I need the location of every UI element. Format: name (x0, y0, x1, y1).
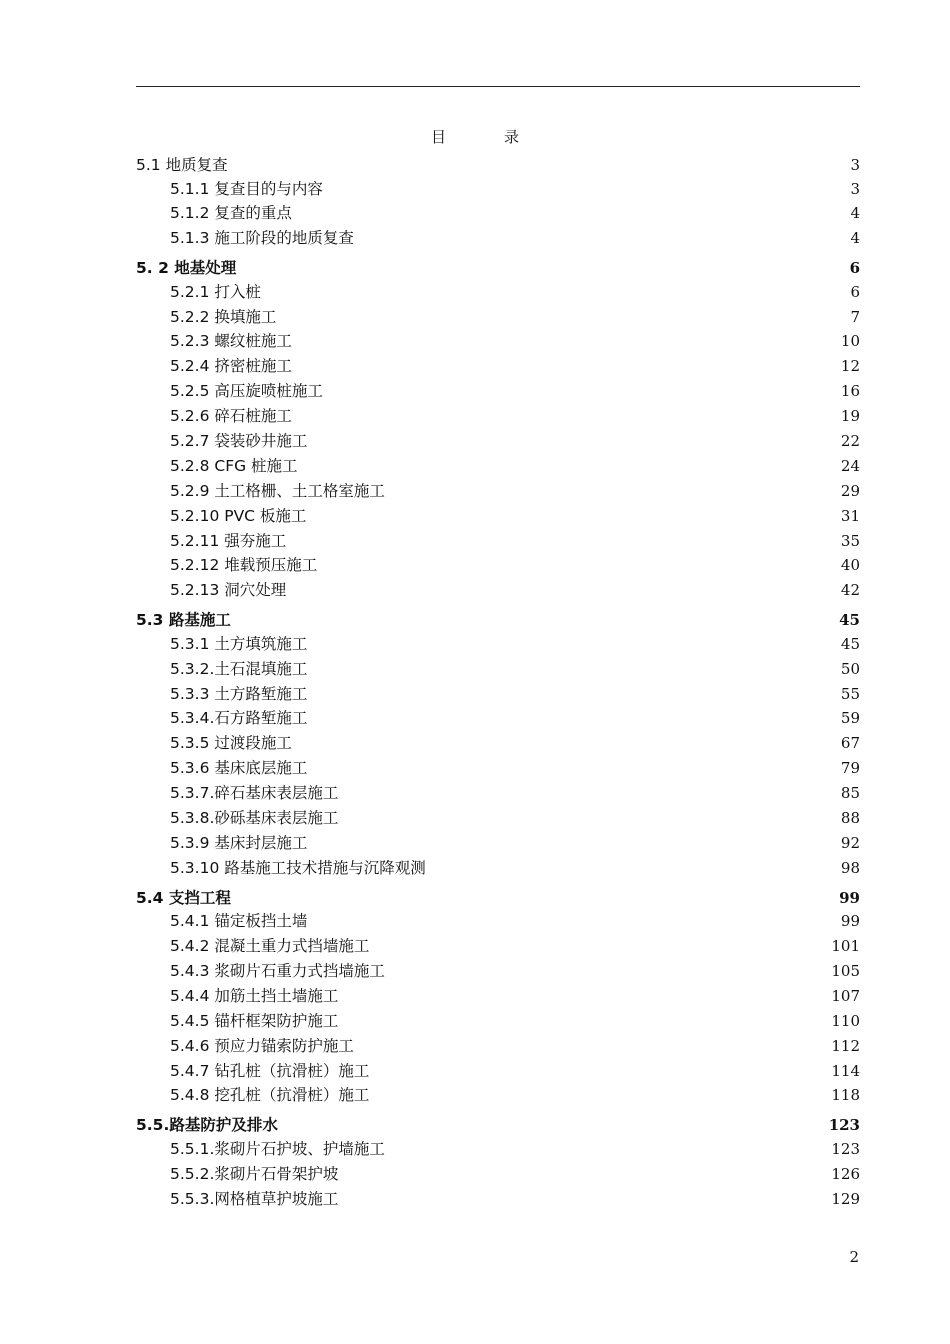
toc-item-label: 5.2.5 高压旋喷桩施工 (170, 382, 323, 401)
toc-item-entry[interactable] (136, 984, 860, 1009)
toc-item-page: 35 (840, 531, 860, 550)
toc-section-entry[interactable] (136, 887, 860, 910)
toc-item-page: 118 (831, 1086, 860, 1105)
toc-item-entry[interactable] (136, 201, 860, 226)
toc-item-entry[interactable] (136, 354, 860, 379)
toc-item-label: 5.2.1 打入桩 (170, 282, 261, 301)
toc-section-label: 5.3 路基施工 (136, 611, 231, 630)
toc-item-label: 5.4.8 挖孔桩（抗滑桩）施工 (170, 1086, 370, 1105)
toc-item-label: 5.3.6 基床底层施工 (170, 759, 308, 778)
toc-section-entry[interactable] (136, 154, 860, 177)
toc-item-page: 10 (840, 332, 860, 351)
toc-item-page: 31 (840, 506, 860, 525)
toc-item-page: 16 (840, 382, 860, 401)
toc-item-page: 22 (840, 432, 860, 451)
toc-item-page: 59 (840, 709, 860, 728)
toc-item-label: 5.4.3 浆砌片石重力式挡墙施工 (170, 961, 385, 980)
toc-item-entry[interactable] (136, 329, 860, 354)
toc-item-entry[interactable] (136, 553, 860, 578)
toc-item-page: 79 (840, 759, 860, 778)
toc-item-label: 5.3.8.砂砾基床表层施工 (170, 808, 339, 827)
toc-item-page: 6 (850, 282, 860, 301)
toc-item-label: 5.4.1 锚定板挡土墙 (170, 912, 308, 931)
toc-item-label: 5.3.10 路基施工技术措施与沉降观测 (170, 858, 426, 877)
toc-item-page: 123 (831, 1139, 860, 1158)
toc-item-page: 3 (850, 179, 860, 198)
toc-item-entry[interactable] (136, 429, 860, 454)
toc-title-char-2: 录 (504, 128, 520, 146)
toc-section-page: 6 (849, 259, 860, 278)
toc-item-entry[interactable] (136, 1137, 860, 1162)
toc-item-label: 5.1.2 复查的重点 (170, 204, 292, 223)
toc-section-label: 5.4 支挡工程 (136, 888, 231, 907)
toc-title (0, 126, 950, 147)
toc-item-page: 88 (840, 808, 860, 827)
toc-item-label: 5.3.7.碎石基床表层施工 (170, 784, 339, 803)
toc-item-entry[interactable] (136, 706, 860, 731)
toc-item-entry[interactable] (136, 781, 860, 806)
toc-item-page: 107 (831, 986, 860, 1005)
toc-item-entry[interactable] (136, 280, 860, 305)
toc-item-label: 5.3.1 土方填筑施工 (170, 634, 308, 653)
toc-item-page: 112 (831, 1036, 860, 1055)
header-rule (136, 86, 860, 87)
toc-item-entry[interactable] (136, 454, 860, 479)
toc-item-label: 5.5.2.浆砌片石骨架护坡 (170, 1164, 339, 1183)
toc-item-label: 5.4.7 钻孔桩（抗滑桩）施工 (170, 1061, 370, 1080)
toc-item-label: 5.2.6 碎石桩施工 (170, 407, 292, 426)
toc-item-entry[interactable] (136, 959, 860, 984)
toc-section-page: 45 (839, 611, 860, 630)
toc-item-label: 5.2.9 土工格栅、土工格室施工 (170, 481, 385, 500)
toc-section-label: 5.1 地质复查 (136, 156, 228, 174)
toc-item-label: 5.2.11 强夯施工 (170, 531, 287, 550)
toc-item-page: 40 (840, 556, 860, 575)
toc-item-label: 5.4.2 混凝土重力式挡墙施工 (170, 937, 370, 956)
toc-item-label: 5.5.1.浆砌片石护坡、护墙施工 (170, 1139, 385, 1158)
toc-item-entry[interactable] (136, 529, 860, 554)
toc-item-label: 5.5.3.网格植草护坡施工 (170, 1189, 339, 1208)
toc-item-page: 114 (831, 1061, 860, 1080)
toc-item-entry[interactable] (136, 657, 860, 682)
toc-item-entry[interactable] (136, 404, 860, 429)
toc-section-label: 5.5.路基防护及排水 (136, 1116, 278, 1135)
toc-section-entry[interactable] (136, 609, 860, 632)
toc-item-entry[interactable] (136, 578, 860, 603)
toc-item-entry[interactable] (136, 909, 860, 934)
toc-item-label: 5.2.8 CFG 桩施工 (170, 456, 298, 475)
toc-item-label: 5.2.2 换填施工 (170, 307, 277, 326)
toc-item-entry[interactable] (136, 831, 860, 856)
toc-section-entry[interactable] (136, 1114, 860, 1137)
toc-item-page: 105 (831, 961, 860, 980)
toc-item-entry[interactable] (136, 1009, 860, 1034)
toc-item-label: 5.4.6 预应力锚索防护施工 (170, 1036, 354, 1055)
toc-item-label: 5.2.4 挤密桩施工 (170, 357, 292, 376)
toc-item-entry[interactable] (136, 806, 860, 831)
toc-item-entry[interactable] (136, 177, 860, 202)
toc-item-entry[interactable] (136, 856, 860, 881)
toc-item-page: 12 (840, 357, 860, 376)
toc-item-entry[interactable] (136, 1162, 860, 1187)
toc-item-label: 5.3.5 过渡段施工 (170, 734, 292, 753)
page-number: 2 (849, 1248, 859, 1266)
toc-item-label: 5.3.2.土石混填施工 (170, 659, 308, 678)
toc-item-page: 129 (831, 1189, 860, 1208)
toc-item-label: 5.4.4 加筋土挡土墙施工 (170, 986, 339, 1005)
toc-item-label: 5.1.1 复查目的与内容 (170, 179, 323, 198)
toc-item-entry[interactable] (136, 1083, 860, 1108)
toc-item-entry[interactable] (136, 632, 860, 657)
toc-item-page: 55 (840, 684, 860, 703)
toc-item-page: 19 (840, 407, 860, 426)
toc-item-label: 5.4.5 锚杆框架防护施工 (170, 1011, 339, 1030)
toc-item-entry[interactable] (136, 305, 860, 330)
toc-item-page: 7 (850, 307, 860, 326)
toc-item-entry[interactable] (136, 1034, 860, 1059)
toc-item-page: 45 (840, 634, 860, 653)
toc-item-page: 67 (840, 734, 860, 753)
toc-item-entry[interactable] (136, 479, 860, 504)
toc-item-page: 110 (831, 1011, 860, 1030)
toc-item-page: 99 (840, 912, 860, 931)
toc-item-label: 5.2.13 洞穴处理 (170, 581, 287, 600)
toc-item-page: 50 (840, 659, 860, 678)
toc-item-entry[interactable] (136, 1059, 860, 1084)
toc-section-page: 3 (850, 156, 860, 174)
toc-item-entry[interactable] (136, 379, 860, 404)
table-of-contents (136, 154, 860, 1211)
toc-item-label: 5.2.10 PVC 板施工 (170, 506, 307, 525)
toc-section-page: 99 (839, 888, 860, 907)
toc-section-page: 123 (828, 1116, 860, 1135)
toc-item-label: 5.2.12 堆载预压施工 (170, 556, 318, 575)
toc-item-entry[interactable] (136, 226, 860, 251)
toc-item-page: 98 (840, 858, 860, 877)
toc-item-page: 29 (840, 481, 860, 500)
toc-item-label: 5.3.3 土方路堑施工 (170, 684, 308, 703)
toc-item-page: 24 (840, 456, 860, 475)
toc-title-char-1: 目 (430, 128, 446, 146)
toc-item-entry[interactable] (136, 504, 860, 529)
toc-item-page: 42 (840, 581, 860, 600)
toc-item-page: 92 (840, 833, 860, 852)
toc-item-page: 4 (850, 204, 860, 223)
toc-item-label: 5.3.9 基床封层施工 (170, 833, 308, 852)
toc-section-entry[interactable] (136, 257, 860, 280)
toc-item-page: 85 (840, 784, 860, 803)
toc-item-entry[interactable] (136, 682, 860, 707)
toc-item-label: 5.1.3 施工阶段的地质复查 (170, 229, 354, 248)
toc-item-label: 5.2.7 袋装砂井施工 (170, 432, 308, 451)
toc-item-entry[interactable] (136, 731, 860, 756)
toc-item-entry[interactable] (136, 1187, 860, 1212)
toc-item-page: 4 (850, 229, 860, 248)
toc-item-entry[interactable] (136, 756, 860, 781)
toc-section-label: 5. 2 地基处理 (136, 259, 237, 278)
toc-item-page: 126 (831, 1164, 860, 1183)
toc-item-label: 5.2.3 螺纹桩施工 (170, 332, 292, 351)
toc-item-page: 101 (831, 937, 860, 956)
toc-item-entry[interactable] (136, 934, 860, 959)
toc-item-label: 5.3.4.石方路堑施工 (170, 709, 308, 728)
